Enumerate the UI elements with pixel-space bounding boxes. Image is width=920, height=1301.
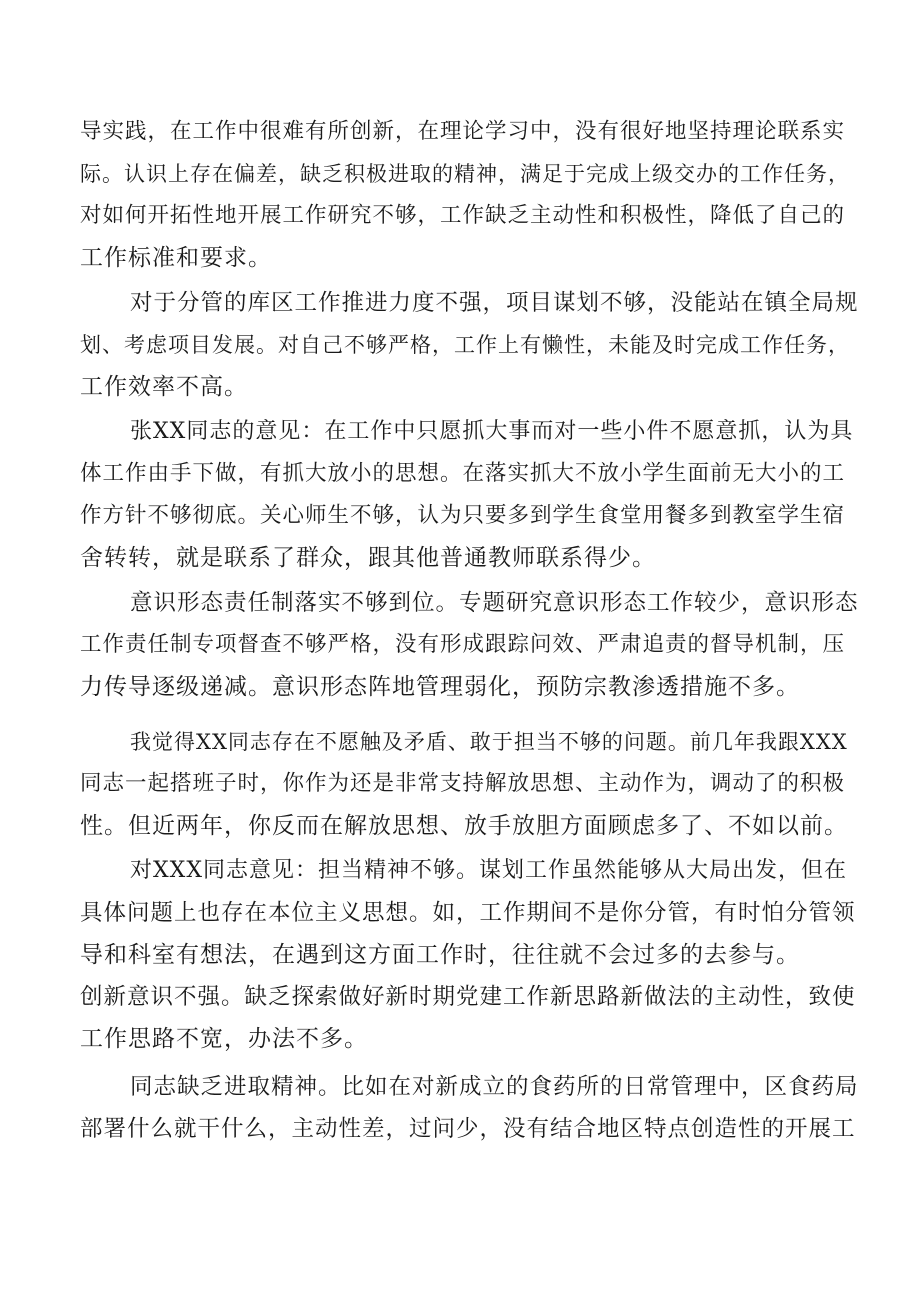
text-line: 我觉得XX同志存在不愿触及矛盾、敢于担当不够的问题。前几年我跟XXX: [130, 730, 848, 754]
text-line: 性。但近两年，你反而在解放思想、放手放胆方面顾虑多了、不如以前。: [80, 813, 848, 839]
text-line: 体工作由手下做，有抓大放小的思想。在落实抓大不放小学生面前无大小的工: [80, 461, 846, 486]
text-line: 张XX同志的意见：在工作中只愿抓大事而对一些小件不愿意抓，认为具: [130, 419, 854, 444]
text-line: 对XXX同志意见：担当精神不够。谋划工作虽然能够从大局出发，但在: [130, 858, 847, 883]
text-line: 对于分管的库区工作推进力度不强，项目谋划不够，没能站在镇全局规: [130, 290, 859, 316]
text-line: 工作标准和要求。: [80, 245, 272, 271]
text-line: 意识形态责任制落实不够到位。专题研究意识形态工作较少，意识形态: [130, 590, 859, 616]
text-line: 同志一起搭班子时，你作为还是非常支持解放思想、主动作为，调动了的积极: [80, 771, 846, 796]
text-line: 导实践，在工作中很难有所创新，在理论学习中，没有很好地坚持理论联系实: [80, 119, 846, 144]
text-line: 工作思路不宽，办法不多。: [80, 1026, 368, 1052]
text-line: 工作效率不高。: [80, 374, 248, 400]
text-line: 部署什么就干什么，主动性差，过问少，没有结合地区特点创造性的开展工: [80, 1116, 856, 1142]
text-line: 力传导逐级递减。意识形态阵地管理弱化，预防宗教渗透措施不多。: [80, 674, 800, 700]
text-line: 同志缺乏进取精神。比如在对新成立的食药所的日常管理中，区食药局: [130, 1074, 859, 1100]
text-line: 导和科室有想法，在遇到这方面工作时，往往就不会过多的去参与。: [80, 942, 800, 968]
text-line: 创新意识不强。缺乏探索做好新时期党建工作新思路新做法的主动性，致使: [80, 984, 856, 1010]
text-line: 作方针不够彻底。关心师生不够，认为只要多到学生食堂用餐多到教室学生宿: [80, 503, 846, 528]
text-line: 舍转转，就是联系了群众，跟其他普通教师联系得少。: [80, 545, 656, 571]
text-line: 工作责任制专项督查不够严格，没有形成跟踪问效、严肃追责的督导机制，压: [80, 632, 846, 657]
text-line: 划、考虑项目发展。对自己不够严格，工作上有懒性，未能及时完成工作任务，: [80, 333, 850, 357]
text-line: 具体问题上也存在本位主义思想。如，工作期间不是你分管，有时怕分管领: [80, 900, 856, 926]
text-line: 际。认识上存在偏差，缺乏积极进取的精神，满足于完成上级交办的工作任务，: [80, 162, 850, 186]
text-line: 对如何开拓性地开展工作研究不够，工作缺乏主动性和积极性，降低了自己的: [80, 203, 846, 228]
